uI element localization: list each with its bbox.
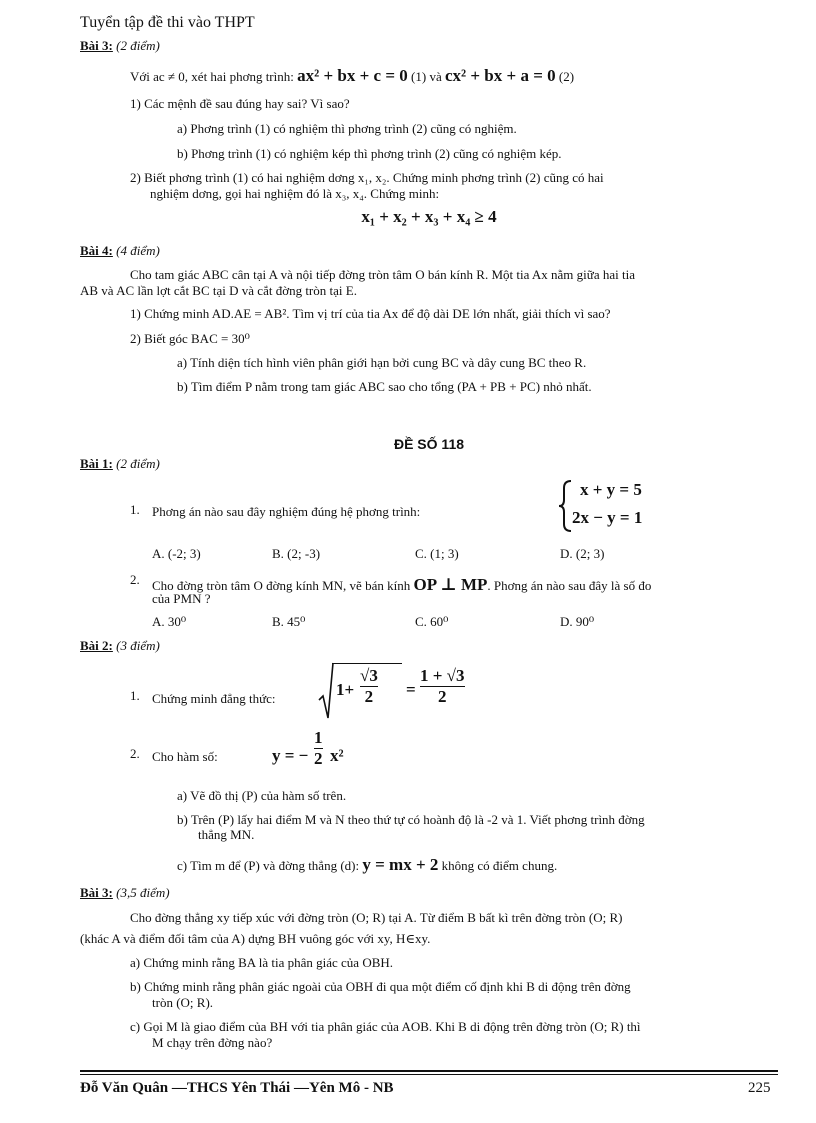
section-points: (3 điểm) <box>116 638 160 653</box>
fraction-denominator: 2 <box>314 749 323 768</box>
question-number: 1. <box>130 502 140 517</box>
section-heading <box>80 38 160 54</box>
question-b-line2: tròn (O; R). <box>152 995 214 1010</box>
footer-rule-bottom <box>80 1074 778 1075</box>
question-2-line1: 2) Biết phơng trình (1) có hai nghiệm dơng x₁, x₂. Chứng minh phơng trình (2) cũng có hai <box>130 170 604 185</box>
system-eq-1: x + y = 5 <box>580 480 642 499</box>
question-text-a: Cho đờng tròn tâm O đờng kính MN, vẽ bán kính <box>152 578 411 593</box>
question-2b: b) Tìm điểm P nằm trong tam giác ABC sao cho tổng (PA + PB + PC) nhỏ nhất. <box>177 379 592 394</box>
section-heading <box>80 638 160 654</box>
rhs-fraction <box>420 666 465 707</box>
question-number: 2. <box>130 572 140 587</box>
question-a: a) Chứng minh rằng BA là tia phân giác của OBH. <box>130 955 394 970</box>
problem-intro-line2: (khác A và điểm đối tâm của A) dựng BH vuông góc với xy, H∈xy. <box>80 931 431 946</box>
function-lhs: y = − <box>272 746 309 765</box>
question-1: 1) Các mệnh đề sau đúng hay sai? Vì sao? <box>130 96 350 111</box>
function-x-squared: x² <box>330 746 344 765</box>
function-fraction <box>314 728 323 769</box>
question-a: a) Vẽ đồ thị (P) của hàm số trên. <box>177 788 347 803</box>
question-text: Chứng minh đẳng thức: <box>152 691 276 706</box>
equation-2-tag: (2) <box>558 69 575 84</box>
question-b-line1: b) Trên (P) lấy hai điểm M và N theo thứ tự có hoành độ là -2 và 1. Viết phơng trình đờng <box>177 812 645 827</box>
question-c-text-a: c) Tìm m để (P) và đờng thẳng (d): <box>177 858 360 873</box>
problem-intro-line2: AB và AC lần lợt cắt BC tại D và cắt đờng tròn tại E. <box>80 283 357 298</box>
radicand-fraction <box>360 666 378 707</box>
fraction-denominator: 2 <box>364 687 374 706</box>
section-points: (4 điểm) <box>116 243 160 258</box>
question-text <box>152 575 651 595</box>
option-a: A. 30⁰ <box>152 614 187 629</box>
problem-intro-line1: Cho đờng thẳng xy tiếp xúc với đờng tròn (O; R) tại A. Từ điểm B bất kì trên đờng tròn (O; R) <box>130 910 623 925</box>
page-header: Tuyển tập đề thi vào THPT <box>80 14 255 31</box>
section-heading <box>80 456 160 472</box>
footer-rule-top <box>80 1070 778 1072</box>
option-a: A. (-2; 3) <box>152 546 201 561</box>
question-number: 2. <box>130 746 140 761</box>
question-c-text-b: không có điểm chung. <box>441 858 558 873</box>
question-text: Phơng án nào sau đây nghiệm đúng hệ phơng trình: <box>152 504 421 519</box>
question-c-line2: M chạy trên đờng nào? <box>152 1035 273 1050</box>
perpendicular-expression: OP ⊥ MP <box>413 575 488 594</box>
exam-title: ĐỀ SỐ 118 <box>393 436 465 452</box>
question-2: 2) Biết góc BAC = 30⁰ <box>130 331 250 346</box>
question-1a: a) Phơng trình (1) có nghiệm thì phơng trình (2) cũng có nghiệm. <box>177 121 517 136</box>
section-title: Bài 2: <box>80 638 113 653</box>
option-c: C. (1; 3) <box>415 546 459 561</box>
question-2a: a) Tính diện tích hình viên phân giới hạn bởi cung BC và dây cung BC theo R. <box>177 355 587 370</box>
section-points: (2 điểm) <box>116 456 160 471</box>
intro-text: Với ac ≠ 0, xét hai phơng trình: <box>130 69 294 84</box>
section-title: Bài 3: <box>80 885 113 900</box>
question-text-b: . Phơng án nào sau đây là số đo <box>487 578 652 593</box>
question-b-line1: b) Chứng minh rằng phân giác ngoài của OBH đi qua một điểm cố định khi B di động trên đờng <box>130 979 631 994</box>
equation-2: cx² + bx + a = 0 <box>444 66 556 85</box>
line-equation: y = mx + 2 <box>362 855 439 874</box>
section-points: (2 điểm) <box>116 38 160 53</box>
fraction-numerator: 1 <box>314 728 323 747</box>
section-points: (3,5 điểm) <box>116 885 170 900</box>
footer-author: Đỗ Văn Quân —THCS Yên Thái —Yên Mô - NB <box>80 1080 394 1096</box>
equals-sign: = <box>406 680 416 699</box>
question-1: 1) Chứng minh AD.AE = AB². Tìm vị trí của tia Ax để độ dài DE lớn nhất, giải thích vì sao? <box>130 306 611 321</box>
fraction-numerator: 1 + √3 <box>420 666 465 685</box>
fraction-denominator: 2 <box>438 687 447 706</box>
section-title: Bài 4: <box>80 243 113 258</box>
equation-1-tag: (1) và <box>411 69 442 84</box>
option-d: D. (2; 3) <box>560 546 605 561</box>
fraction-numerator: √3 <box>360 666 378 685</box>
question-text-line2: của PMN ? <box>152 591 211 606</box>
question-1b: b) Phơng trình (1) có nghiệm kép thì phơng trình (2) cũng có nghiệm kép. <box>177 146 562 161</box>
section-title: Bài 3: <box>80 38 113 53</box>
system-eq-2: 2x − y = 1 <box>572 508 643 527</box>
page-number: 225 <box>748 1080 771 1096</box>
inequality: x₁ + x₂ + x₃ + x₄ ≥ 4 <box>361 207 497 226</box>
option-c: C. 60⁰ <box>415 614 449 629</box>
section-heading <box>80 885 170 901</box>
equation-1: ax² + bx + c = 0 <box>297 66 408 85</box>
problem-intro-line1: Cho tam giác ABC cân tại A và nội tiếp đờng tròn tâm O bán kính R. Một tia Ax nằm giữa hai tia <box>130 267 635 282</box>
question-text: Cho hàm số: <box>152 749 218 764</box>
question-number: 1. <box>130 688 140 703</box>
option-b: B. (2; -3) <box>272 546 321 561</box>
option-b: B. 45⁰ <box>272 614 306 629</box>
question-c-line1: c) Gọi M là giao điểm của BH với tia phân giác của AOB. Khi B di động trên đờng tròn (O; R) thì <box>130 1019 641 1034</box>
equation-system <box>558 478 658 534</box>
question-c <box>177 855 557 875</box>
section-title: Bài 1: <box>80 456 113 471</box>
radicand-one: 1+ <box>336 680 355 699</box>
problem-intro <box>130 66 574 86</box>
radical-icon <box>318 662 334 720</box>
question-2-line2: nghiệm dơng, gọi hai nghiệm đó là x₃, x₄. Chứng minh: <box>150 186 440 201</box>
option-d: D. 90⁰ <box>560 614 595 629</box>
section-heading <box>80 243 160 259</box>
question-b-line2: thẳng MN. <box>198 827 255 842</box>
